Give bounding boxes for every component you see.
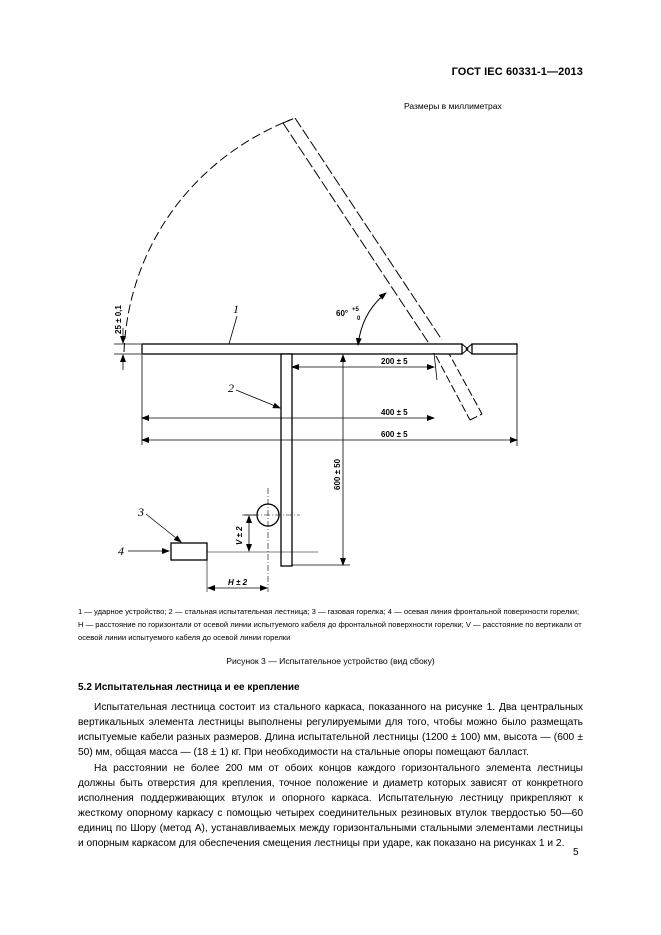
units-note: Размеры в миллиметрах <box>404 101 502 111</box>
callout-2: 2 <box>228 381 234 395</box>
swing-arc <box>124 120 290 352</box>
angle-label: 60° <box>336 309 349 318</box>
document-header: ГОСТ IEC 60331-1—2013 <box>451 66 583 78</box>
page-number: 5 <box>573 847 579 858</box>
dim-25-label: 25 ± 0,1 <box>114 305 123 334</box>
callout-3-leader <box>146 514 181 542</box>
figure-caption: Рисунок 3 — Испытательное устройство (вид сбоку) <box>226 656 435 666</box>
callout-3: 3 <box>138 505 144 519</box>
callout-1: 1 <box>233 302 239 316</box>
angle-tolerance-sub: 0 <box>357 316 361 322</box>
ladder-vertical <box>281 354 292 566</box>
paragraph-1: Испытательная лестница состоит из стального каркаса, показанного на рисунке 1. Два центральных вертикальных элемента лестницы выполнены регулируемыми для того, чтобы можно было размещать испытуемые кабели разных размеров. Длина испытательной лестницы (1200 ± 100) мм, высота — (600 ± 50) мм, общая масса — (18 ± 1) кг. При необходимости на стальные опоры помещают балласт. <box>78 702 583 758</box>
impact-arm <box>283 118 442 345</box>
gas-burner <box>171 543 207 560</box>
section-title: 5.2 Испытательная лестница и ее крепление <box>78 682 300 693</box>
callout-1-leader <box>229 316 237 344</box>
callout-2-leader <box>236 390 280 408</box>
dim-v <box>244 515 256 551</box>
dim-600v-label: 600 ± 50 <box>333 458 342 490</box>
paragraph-2: На расстоянии не более 200 мм от обоих концов каждого горизонтального элемента лестницы должны быть отверстия для крепления, точное положение и диаметр которых зависят от конкретного исполнения поддерживающих втулок и опорного каркаса. Испытательную лестницу прикрепляют к жесткому опорному каркасу с помощью четырех соединительных резиновых втулок твердостью 50—60 единиц по Шору (метод А), устанавливаемых между горизонтальными стальными элементами лестницы и опорным каркасом для обеспечения смещения лестницы при ударе, как показано на рисунках 1 и 2. <box>78 763 583 849</box>
impact-bar-end <box>472 344 517 354</box>
dim-h-label: H ± 2 <box>228 578 248 587</box>
dim-200-label: 200 ± 5 <box>381 357 408 366</box>
angle-tolerance-sup: +5 <box>352 307 359 313</box>
dim-600h <box>142 355 517 446</box>
dim-200 <box>292 353 437 380</box>
dim-400-label: 400 ± 5 <box>381 408 408 417</box>
dim-600h-label: 600 ± 5 <box>381 430 408 439</box>
figure-legend: 1 — ударное устройство; 2 — стальная испытательная лестница; 3 — газовая горелка; 4 — осевая линия фронтальной поверхности горелки; H — расстояние по горизонтали от осевой линии испытуемого кабеля до фронтальной поверхности горелки; V — расстояние по вертикали от осевой линии испытуемого кабеля до осевой линии горелки <box>78 607 582 642</box>
impact-bar <box>142 344 462 354</box>
angle-arc <box>358 293 386 345</box>
impact-bar-break <box>462 344 468 354</box>
callout-4: 4 <box>118 544 124 558</box>
dim-v-label: V ± 2 <box>235 526 244 545</box>
impact-arm-tail <box>436 350 482 420</box>
